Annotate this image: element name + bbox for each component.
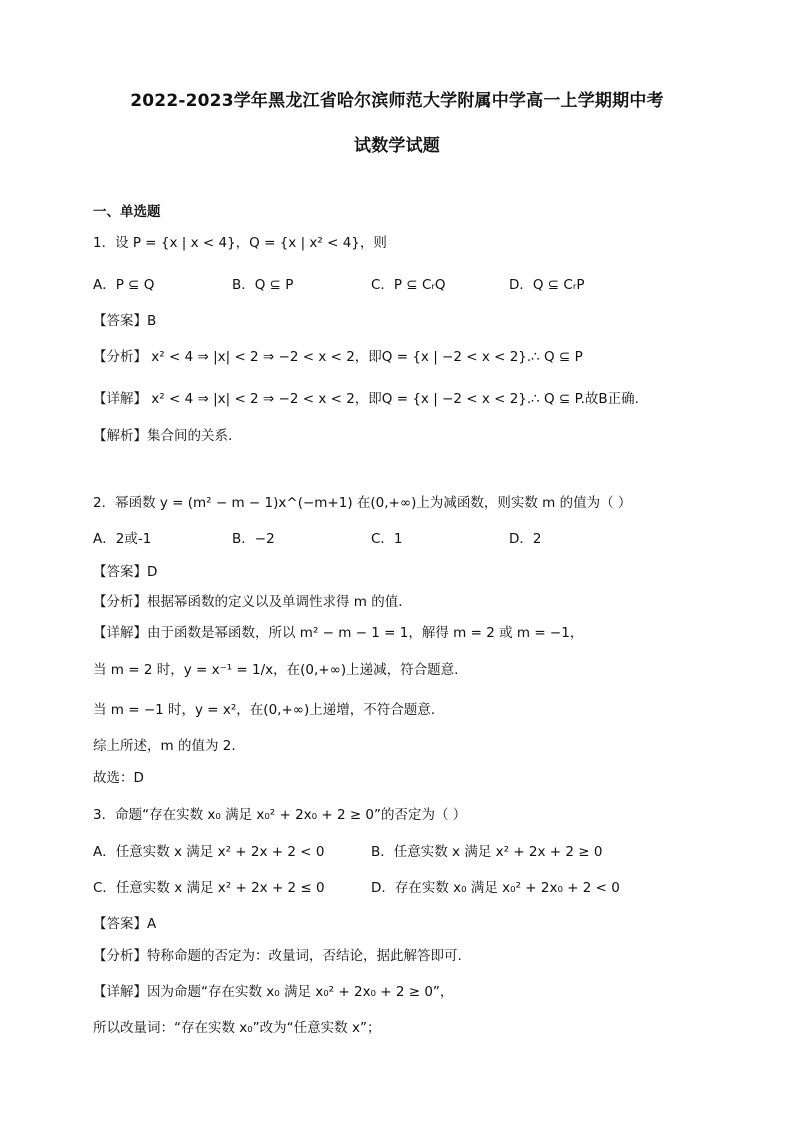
question-2-option-a: A．2或-1 [93,531,152,547]
question-2-option-b: B．−2 [232,531,275,547]
question-2-detail-4: 综上所述，m 的值为 2. [93,738,236,754]
question-1-jiexi: 【解析】集合间的关系. [93,428,233,444]
question-3-stem: 3．命题“存在实数 x₀ 满足 x₀² + 2x₀ + 2 ≥ 0”的否定为（ ） [93,807,467,823]
question-2-answer: 【答案】D [93,564,158,580]
question-3-detail-2: 所以改量词：“存在实数 x₀”改为“任意实数 x”； [93,1020,381,1036]
question-2-detail-5: 故选：D [93,770,144,786]
section-heading: 一、单选题 [93,204,161,220]
question-2-option-d: D．2 [509,531,542,547]
question-3-option-b: B．任意实数 x 满足 x² + 2x + 2 ≥ 0 [371,844,603,860]
question-2-option-c: C．1 [371,531,403,547]
question-2-stem: 2．幂函数 y = (m² − m − 1)x^(−m+1) 在(0,+∞)上为减函数，则实数 m 的值为（ ） [93,495,632,511]
question-3-option-a: A．任意实数 x 满足 x² + 2x + 2 < 0 [93,844,325,860]
question-2-detail-1: 【详解】由于函数是幂函数，所以 m² − m − 1 = 1，解得 m = 2 或 m = −1， [93,625,584,641]
question-1-analysis: 【分析】 x² < 4 ⇒ |x| < 2 ⇒ −2 < x < 2，即Q = {x | −2 < x < 2}.∴ Q ⊆ P [93,349,583,365]
question-2-analysis: 【分析】根据幂函数的定义以及单调性求得 m 的值. [93,594,403,610]
question-3-option-d: D．存在实数 x₀ 满足 x₀² + 2x₀ + 2 < 0 [371,880,620,896]
question-3-analysis: 【分析】特称命题的否定为：改量词，否结论，据此解答即可. [93,948,462,964]
question-1-answer: 【答案】B [93,313,157,329]
question-1-stem: 1．设 P = {x | x < 4}，Q = {x | x² < 4}，则 [93,235,387,251]
question-3-detail-1: 【详解】因为命题“存在实数 x₀ 满足 x₀² + 2x₀ + 2 ≥ 0”， [93,984,454,1000]
question-1-option-a: A．P ⊆ Q [93,277,155,293]
question-3-option-c: C．任意实数 x 满足 x² + 2x + 2 ≤ 0 [93,880,325,896]
question-2-detail-3: 当 m = −1 时，y = x²，在(0,+∞)上递增，不符合题意. [93,702,436,718]
question-1-detail: 【详解】 x² < 4 ⇒ |x| < 2 ⇒ −2 < x < 2，即Q = {x | −2 < x < 2}.∴ Q ⊆ P.故B正确. [93,391,639,407]
question-1-option-b: B．Q ⊆ P [232,277,294,293]
question-3-answer: 【答案】A [93,916,157,932]
question-1-option-d: D．Q ⊆ CᵣP [509,277,585,293]
document-title-line-1: 2022-2023学年黑龙江省哈尔滨师范大学附属中学高一上学期期中考 [130,91,664,111]
document-title-line-2: 试数学试题 [354,136,440,156]
question-1-option-c: C．P ⊆ CᵣQ [371,277,446,293]
question-2-detail-2: 当 m = 2 时，y = x⁻¹ = 1/x，在(0,+∞)上递减，符合题意. [93,662,459,678]
